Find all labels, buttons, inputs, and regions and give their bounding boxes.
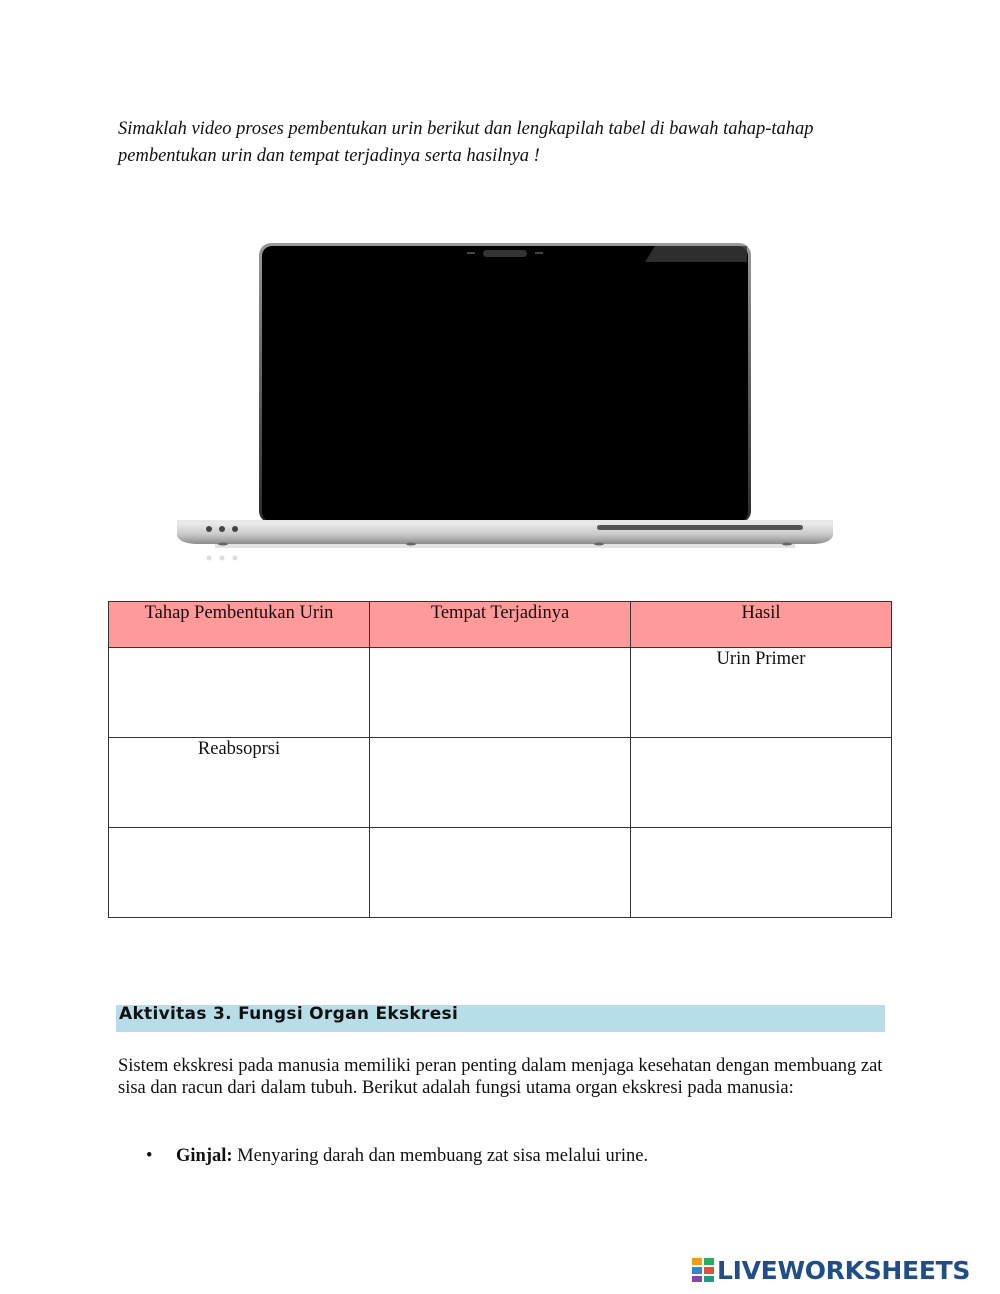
table-header-row <box>109 602 892 648</box>
answer-cell[interactable] <box>109 828 370 918</box>
header-tahap: Tahap Pembentukan Urin <box>109 602 370 648</box>
table-row <box>109 828 892 918</box>
liveworksheets-logo-icon <box>692 1258 714 1282</box>
section-heading: Aktivitas 3. Fungsi Organ Ekskresi <box>116 1005 885 1032</box>
answer-cell[interactable] <box>370 738 631 828</box>
function-list <box>118 1145 888 1167</box>
given-cell: Reabsoprsi <box>109 738 370 828</box>
list-item-term: Ginjal: <box>176 1146 233 1166</box>
header-hasil: Hasil <box>631 602 892 648</box>
liveworksheets-logo <box>692 1253 970 1287</box>
bullet-icon: • <box>146 1146 153 1166</box>
section-paragraph: Sistem ekskresi pada manusia memiliki peran penting dalam menjaga kesehatan dengan membuang zat sisa dan racun dari dalam tubuh. Berikut adalah fungsi utama organ ekskresi pada manusia: <box>118 1056 883 1098</box>
urine-formation-table <box>108 601 892 918</box>
header-tempat: Tempat Terjadinya <box>370 602 631 648</box>
answer-cell[interactable] <box>631 738 892 828</box>
table-row <box>109 738 892 828</box>
given-cell: Urin Primer <box>631 648 892 738</box>
video-player-laptop[interactable] <box>175 240 835 565</box>
answer-cell[interactable] <box>370 648 631 738</box>
liveworksheets-logo-text: LIVEWORKSHEETS <box>717 1255 971 1285</box>
answer-cell[interactable] <box>370 828 631 918</box>
instruction-text: Simaklah video proses pembentukan urin berikut dan lengkapilah tabel di bawah tahap-tahap pembentukan urin dan tempat terjadinya serta hasilnya ! <box>118 119 814 166</box>
table-row <box>109 648 892 738</box>
answer-cell[interactable] <box>631 828 892 918</box>
list-item <box>118 1145 888 1167</box>
list-item-text: Menyaring darah dan membuang zat sisa melalui urine. <box>232 1146 649 1166</box>
answer-cell[interactable] <box>109 648 370 738</box>
